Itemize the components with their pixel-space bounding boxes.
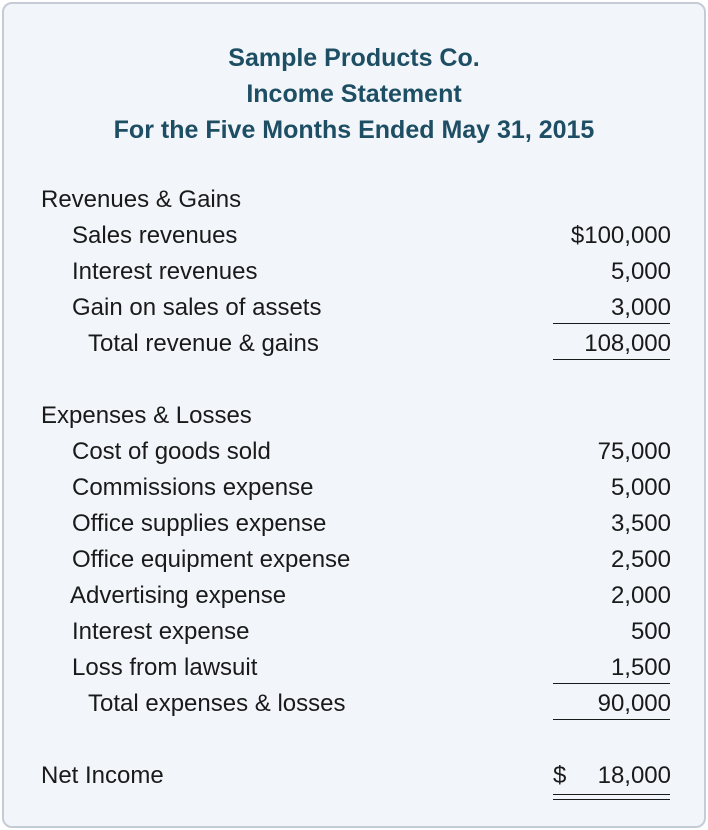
total-rule <box>553 719 670 720</box>
expenses-section-header <box>4 402 704 432</box>
company-name: Sample Products Co. <box>228 44 480 72</box>
line-amount: 2,500 <box>610 546 671 573</box>
line-amount: 5,000 <box>610 474 671 501</box>
revenue-line <box>4 294 704 324</box>
income-statement-card <box>2 2 706 828</box>
revenue-line <box>4 258 704 288</box>
revenue-line <box>4 222 704 252</box>
net-income-label: Net Income <box>41 762 164 789</box>
statement-period: For the Five Months Ended May 31, 2015 <box>113 116 595 144</box>
total-amount: 108,000 <box>584 330 671 357</box>
line-label: Sales revenues <box>72 222 238 249</box>
expense-line <box>4 510 704 540</box>
total-rule <box>553 359 670 360</box>
subtotal-rule <box>553 323 670 324</box>
revenue-total-line <box>4 330 704 360</box>
line-label: Loss from lawsuit <box>72 654 258 681</box>
statement-title: Income Statement <box>246 80 462 108</box>
net-income-line <box>4 762 704 792</box>
line-label: Gain on sales of assets <box>72 294 322 321</box>
total-label: Total expenses & losses <box>88 690 346 717</box>
line-amount: 2,000 <box>610 582 671 609</box>
expense-line <box>4 474 704 504</box>
double-rule-bottom <box>553 799 670 800</box>
revenues-section-header <box>4 186 704 216</box>
expense-line <box>4 438 704 468</box>
expense-line <box>4 618 704 648</box>
line-label: Office supplies expense <box>72 510 327 537</box>
section-label: Expenses & Losses <box>41 402 252 429</box>
net-income-currency: $ <box>553 762 567 789</box>
expense-total-line <box>4 690 704 720</box>
line-label: Advertising expense <box>70 582 287 609</box>
line-amount: 500 <box>630 618 671 645</box>
line-label: Office equipment expense <box>72 546 351 573</box>
line-label: Cost of goods sold <box>72 438 271 465</box>
double-rule-top <box>553 794 670 795</box>
section-label: Revenues & Gains <box>41 186 242 213</box>
total-amount: 90,000 <box>597 690 671 717</box>
total-label: Total revenue & gains <box>88 330 319 357</box>
line-amount: 3,500 <box>610 510 671 537</box>
net-income-amount: 18,000 <box>597 762 671 789</box>
line-label: Interest revenues <box>72 258 258 285</box>
line-label: Interest expense <box>72 618 250 645</box>
line-amount: 5,000 <box>610 258 671 285</box>
expense-line <box>4 546 704 576</box>
subtotal-rule <box>553 683 670 684</box>
line-label: Commissions expense <box>72 474 314 501</box>
line-amount: 3,000 <box>610 294 671 321</box>
line-amount: 75,000 <box>597 438 671 465</box>
expense-line <box>4 654 704 684</box>
line-amount: $100,000 <box>570 222 671 249</box>
expense-line <box>4 582 704 612</box>
line-amount: 1,500 <box>610 654 671 681</box>
